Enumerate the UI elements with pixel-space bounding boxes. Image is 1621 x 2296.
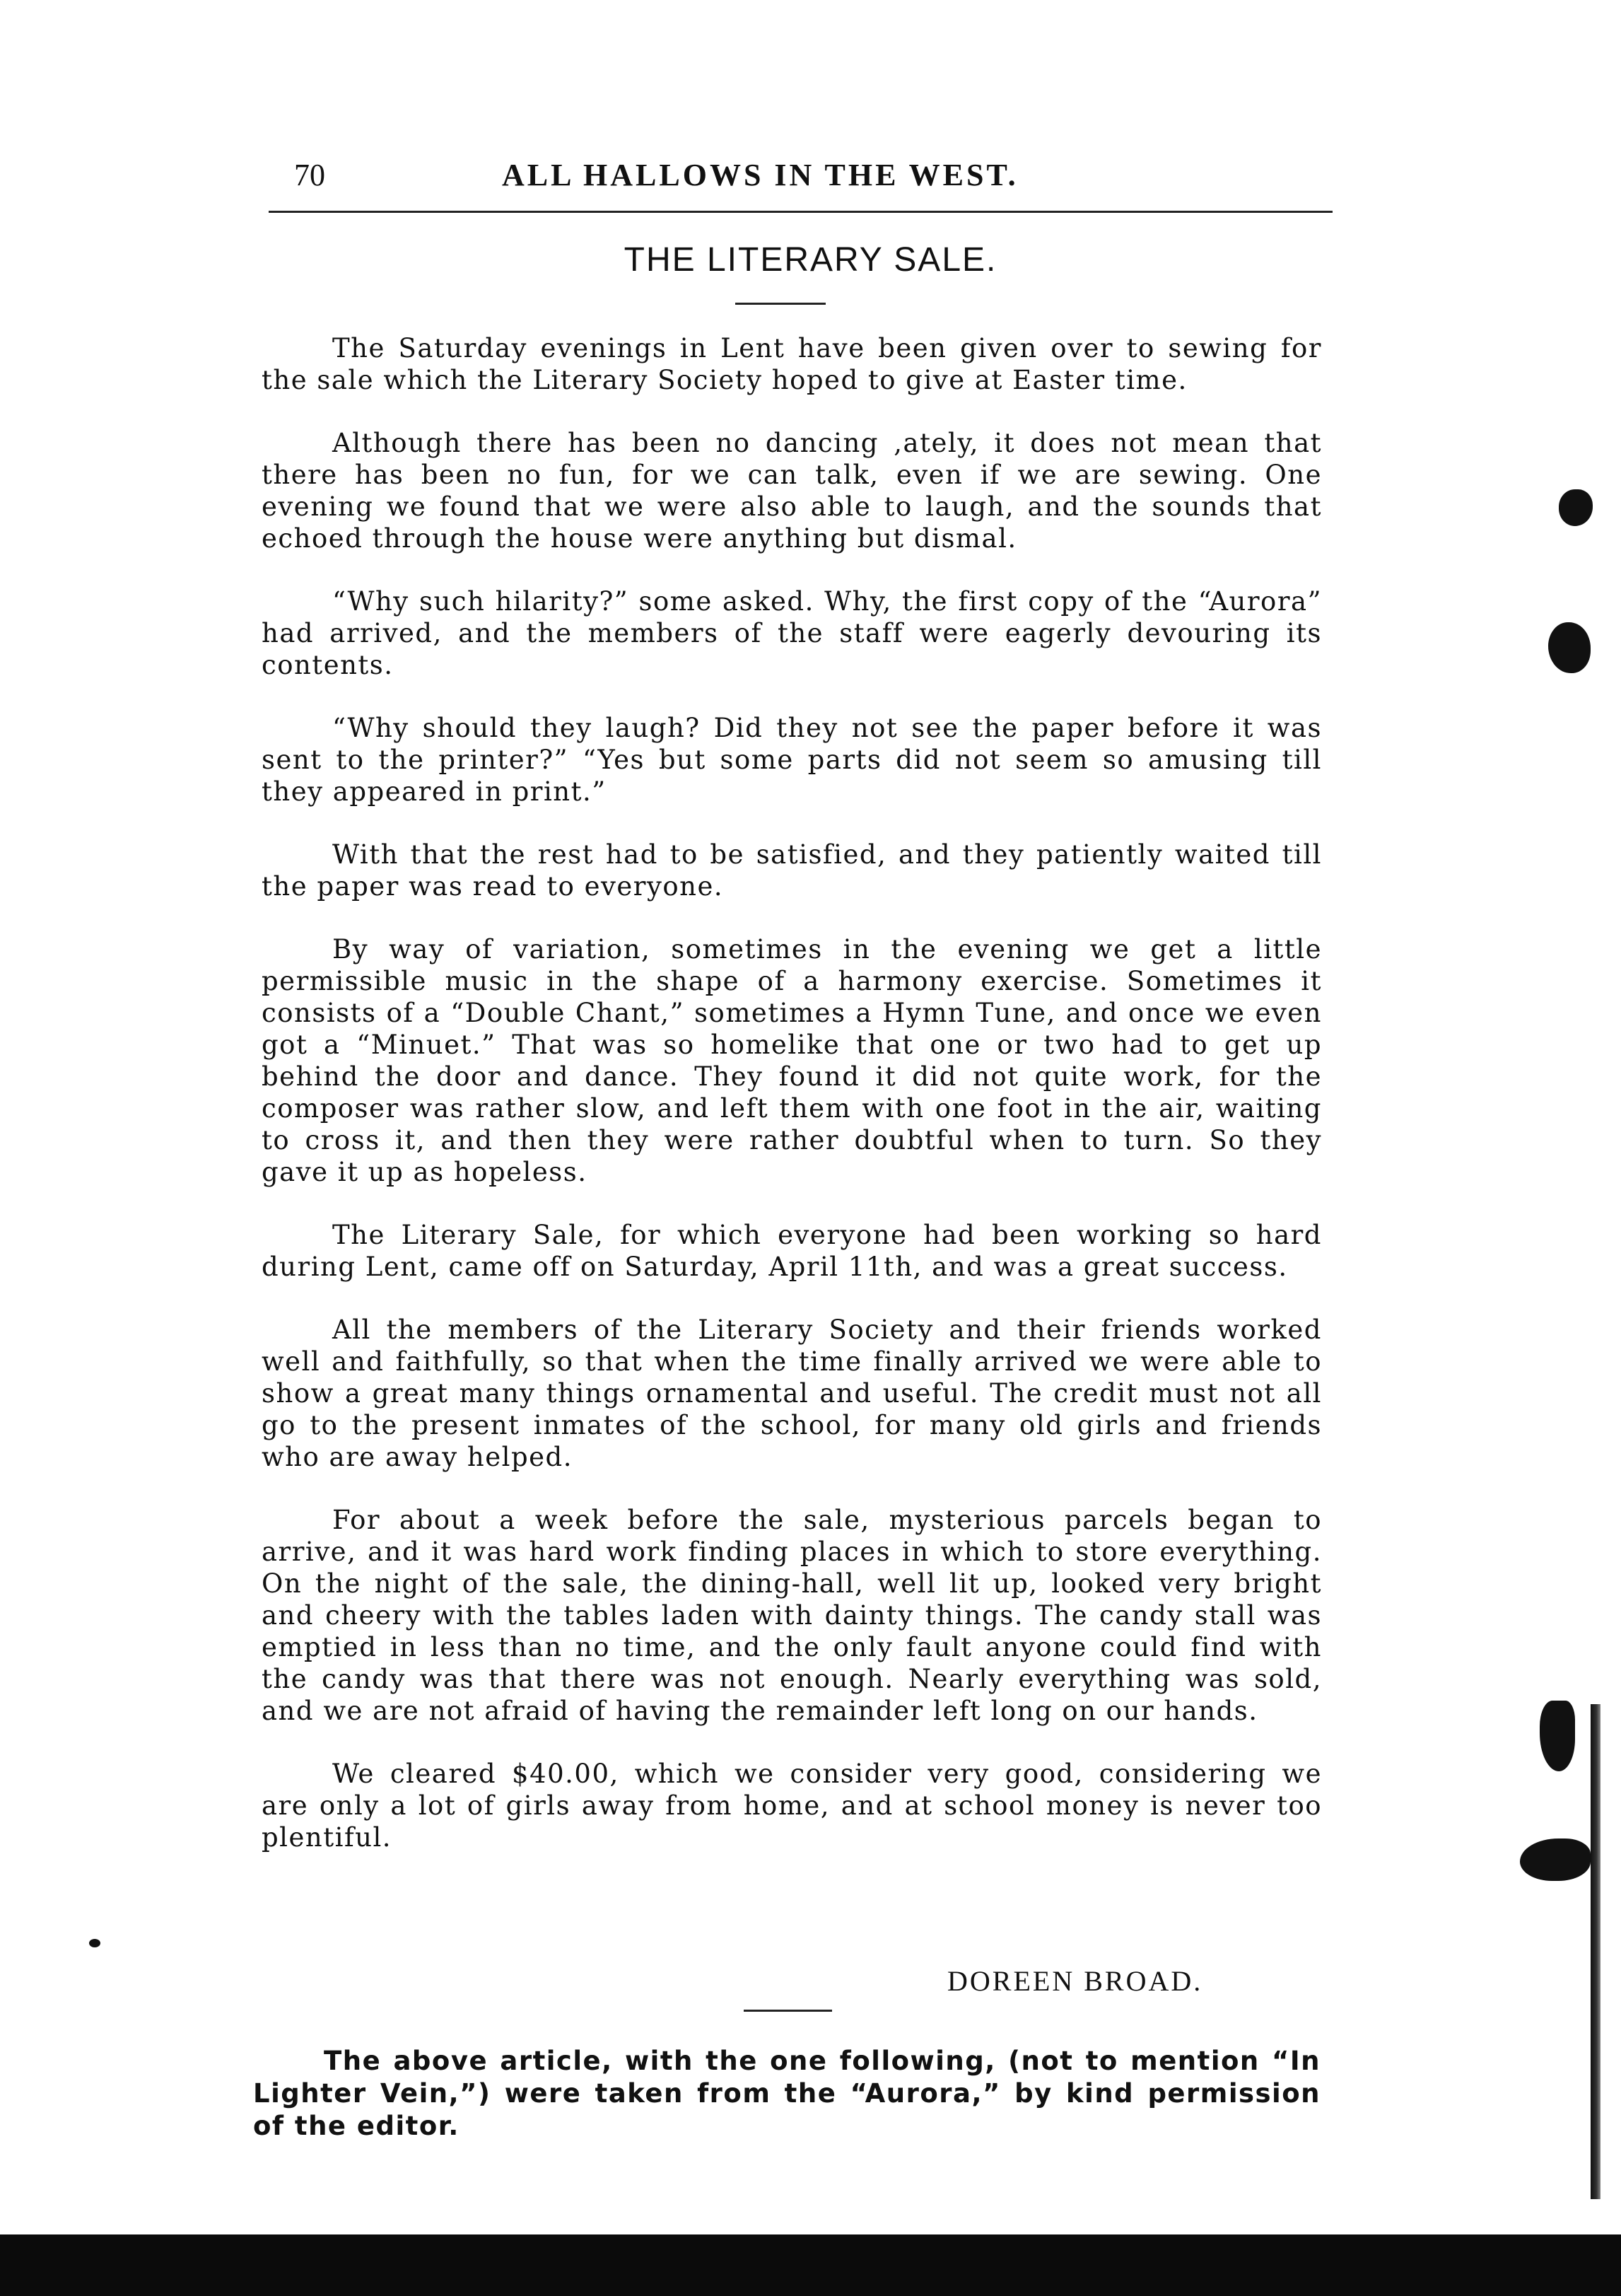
editor-note	[253, 2045, 1321, 2143]
signature-rule	[744, 2010, 832, 2012]
paragraph: We cleared $40.00, which we consider very good, considering we are only a lot of girls away from home, and at school money is never too plentiful.	[262, 1759, 1322, 1853]
page-number: 70	[294, 158, 325, 192]
editor-note-text: The above article, with the one following, (not to mention “In Lighter Vein,”) were taken from the “Aurora,” by kind permission of the editor.	[253, 2046, 1321, 2141]
paragraph: The Literary Sale, for which everyone had been working so hard during Lent, came off on Saturday, April 11th, and was a great success.	[262, 1220, 1322, 1282]
scan-bottom-band	[0, 2234, 1621, 2296]
article-body	[262, 332, 1322, 1884]
running-head	[269, 157, 1333, 202]
journal-title: ALL HALLOWS IN THE WEST.	[502, 158, 1019, 192]
title-rule	[735, 303, 826, 305]
paragraph: “Why such hilarity?” some asked. Why, the first copy of the “Aurora” had arrived, and the members of the staff were eagerly devouring its contents.	[262, 586, 1322, 680]
article-title: THE LITERARY SALE.	[624, 241, 997, 279]
paragraph: “Why should they laugh? Did they not see the paper before it was sent to the printer?” “Yes but some parts did not seem so amusing till they appeared in print.”	[262, 713, 1322, 807]
paragraph: For about a week before the sale, mysterious parcels began to arrive, and it was hard work finding places in which to store everything. On the night of the sale, the dining-hall, well lit up, looked very bright and cheery with the tables laden with dainty things. The candy stall was emptied in less than no time, and the only fault anyone could find with the candy was that there was not enough. Nearly everything was sold, and we are not afraid of having the remainder left long on our hands.	[262, 1505, 1322, 1726]
ink-blot	[89, 1939, 100, 1947]
ink-blot	[1540, 1701, 1575, 1771]
paragraph: With that the rest had to be satisfied, and they patiently waited till the paper was read to everyone.	[262, 839, 1322, 902]
paragraph: All the members of the Literary Society and their friends worked well and faithfully, so that when the time finally arrived we were able to show a great many things ornamental and useful. The credit must not all go to the present inmates of the school, for many old girls and friends who are away helped.	[262, 1315, 1322, 1472]
paragraph: Although there has been no dancing ,ately, it does not mean that there has been no fun, for we can talk, even if we are sewing. One evening we found that we were also able to laugh, and the sounds that echoed through the house were anything but dismal.	[262, 428, 1322, 554]
ink-blot	[1520, 1838, 1591, 1881]
page-edge-shadow	[1591, 1704, 1600, 2199]
paragraph: The Saturday evenings in Lent have been given over to sewing for the sale which the Literary Society hoped to give at Easter time.	[262, 333, 1322, 395]
author-signature: DOREEN BROAD.	[947, 1965, 1203, 1997]
header-rule	[269, 211, 1333, 213]
ink-blot	[1548, 622, 1591, 673]
ink-blot	[1559, 489, 1593, 526]
paragraph: By way of variation, sometimes in the evening we get a little permissible music in the shape of a harmony exercise. Sometimes it consists of a “Double Chant,” sometimes a Hymn Tune, and once we even got a “Minuet.” That was so homelike that one or two had to get up behind the door and dance. They found it did not quite work, for the composer was rather slow, and left them with one foot in the air, waiting to cross it, and then they were rather doubtful when to turn. So they gave it up as hopeless.	[262, 934, 1322, 1187]
